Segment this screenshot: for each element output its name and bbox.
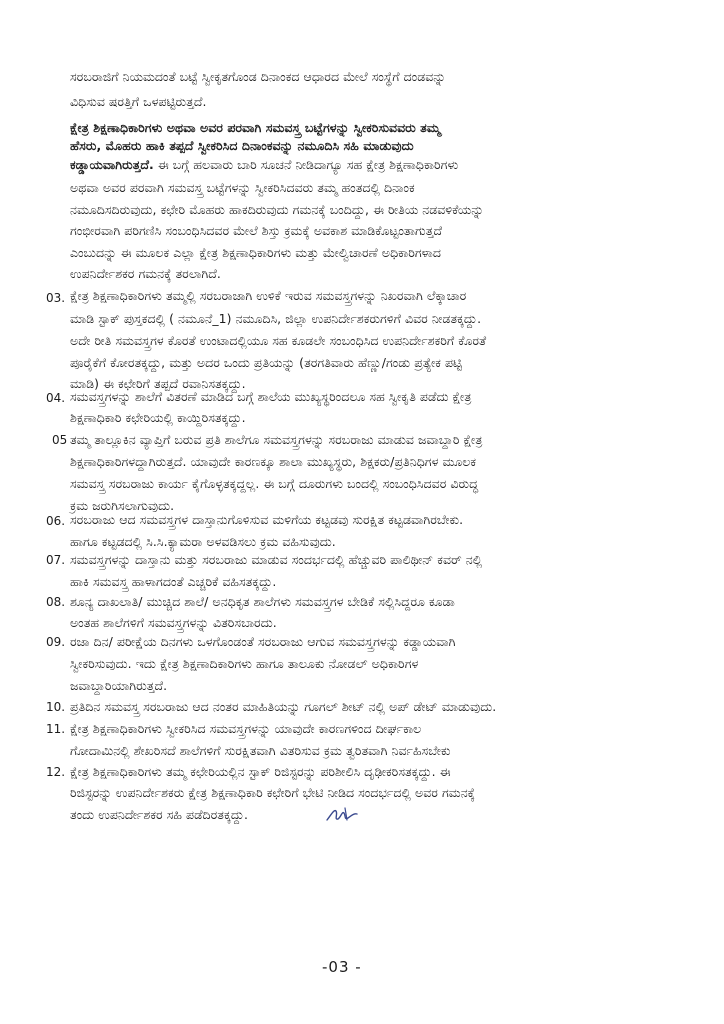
para-bold-line: ಹೆಸರು, ಮೊಹರು ಹಾಕಿ ತಪ್ಪದೆ ಸ್ವೀಕರಿಸಿದ ದಿನಾಂಕವನ್ನು ನಮೂದಿಸಿ ಸಹಿ ಮಾಡುವುದು bbox=[70, 138, 414, 153]
item-line: ರಜಾ ದಿನ/ ಪರೀಕ್ಷೆಯ ದಿನಗಳು ಒಳಗೊಂಡಂತೆ ಸರಬರಾಜು ಆಗುವ ಸಮವಸ್ತ್ರಗಳನ್ನು ಕಡ್ಡಾಯವಾಗಿ bbox=[70, 634, 456, 649]
item-line: ಸಮವಸ್ತ್ರಗಳನ್ನು ಶಾಲೆಗೆ ವಿತರಣೆ ಮಾಡಿದ ಬಗ್ಗೆ ಶಾಲೆಯ ಮುಖ್ಯಸ್ಥರಿಂದಲೂ ಸಹ ಸ್ವೀಕೃತಿ ಪಡೆದು ಕ್ಷೇತ್ರ bbox=[70, 389, 472, 404]
item-line: ಕ್ಷೇತ್ರ ಶಿಕ್ಷಣಾಧಿಕಾರಿಗಳು ಸ್ವೀಕರಿಸಿದ ಸಮವಸ್ತ್ರಗಳನ್ನು ಯಾವುದೇ ಕಾರಣಗಳಿಂದ ದೀರ್ಘಕಾಲ bbox=[70, 721, 422, 736]
para-mixed-first-line bbox=[70, 156, 458, 174]
item-line: ಶಿಕ್ಷಣಾಧಿಕಾರಿ ಕಛೇರಿಯಲ್ಲಿ ಕಾಯ್ದಿರಿಸತಕ್ಕದ್ದು. bbox=[70, 410, 246, 425]
item-line: ಸಮವಸ್ತ್ರಗಳನ್ನು ದಾಸ್ತಾನು ಮತ್ತು ಸರಬರಾಜು ಮಾಡುವ ಸಂದರ್ಭದಲ್ಲಿ ಹೆಚ್ಚುವರಿ ಪಾಲಿಥೀನ್ ಕವರ್ ನಲ್ಲಿ bbox=[70, 552, 483, 567]
item-line: ಪ್ರತಿದಿನ ಸಮವಸ್ತ್ರ ಸರಬರಾಜು ಆದ ನಂತರ ಮಾಹಿತಿಯನ್ನು ಗೂಗಲ್ ಶೀಟ್ ನಲ್ಲಿ ಅಪ್ ಡೇಟ್ ಮಾಡುವುದು. bbox=[70, 699, 497, 714]
item-number: 06. bbox=[46, 514, 66, 528]
item-line: ಕ್ರಮ ಜರುಗಿಸಲಾಗುವುದು. bbox=[70, 498, 175, 513]
item-line: ಮಾಡಿ ಸ್ಟಾಕ್ ಪುಸ್ತಕದಲ್ಲಿ ( ನಮೂನೆ_1) ನಮೂದಿಸಿ, ಜಿಲ್ಲಾ ಉಪನಿರ್ದೇಶಕರುಗಳಿಗೆ ವಿವರ ನೀಡತಕ್ಕದ್ದು. bbox=[70, 311, 482, 326]
item-number: 07. bbox=[46, 553, 66, 567]
item-line: ಮಾಡಿ) ಈ ಕಛೇರಿಗೆ ತಪ್ಪದೆ ರವಾನಿಸತಕ್ಕದ್ದು. bbox=[70, 376, 246, 391]
item-line: ಅಂತಹ ಶಾಲೆಗಳಿಗೆ ಸಮವಸ್ತ್ರಗಳನ್ನು ವಿತರಿಸಬಾರದು. bbox=[70, 615, 277, 630]
item-line: ಹಾಗೂ ಕಟ್ಟಡದಲ್ಲಿ ಸಿ.ಸಿ.ಕ್ಯಾಮರಾ ಅಳವಡಿಸಲು ಕ್ರಮ ವಹಿಸುವುದು. bbox=[70, 534, 336, 549]
para-mixed-line: ನಮೂದಿಸದಿರುವುದು, ಕಛೇರಿ ಮೊಹರು ಹಾಕದಿರುವುದು ಗಮನಕ್ಕೆ ಬಂದಿದ್ದು, ಈ ರೀತಿಯ ನಡವಳಿಕೆಯನ್ನು bbox=[70, 202, 484, 217]
para-mixed-rest-part: ಈ ಬಗ್ಗೆ ಹಲವಾರು ಬಾರಿ ಸೂಚನೆ ನೀಡಿದಾಗ್ಯೂ ಸಹ ಕ್ಷೇತ್ರ ಶಿಕ್ಷಣಾಧಿಕಾರಿಗಳು bbox=[153, 157, 459, 172]
item-line: ಹಾಕಿ ಸಮವಸ್ತ್ರ ಹಾಳಾಗದಂತೆ ಎಚ್ಚರಿಕೆ ವಹಿಸತಕ್ಕದ್ದು. bbox=[70, 574, 277, 589]
item-line: ಶಿಕ್ಷಣಾಧಿಕಾರಿಗಳದ್ದಾಗಿರುತ್ತದೆ. ಯಾವುದೇ ಕಾರಣಕ್ಕೂ ಶಾಲಾ ಮುಖ್ಯಸ್ಥರು, ಶಿಕ್ಷಕರು/ಪ್ರತಿನಿಧಿಗಳ ಮೂಲಕ bbox=[70, 454, 477, 469]
item-line: ಕ್ಷೇತ್ರ ಶಿಕ್ಷಣಾಧಿಕಾರಿಗಳು ತಮ್ಮಲ್ಲಿ ಸರಬರಾಜಾಗಿ ಉಳಿಕೆ ಇರುವ ಸಮವಸ್ತ್ರಗಳನ್ನು ನಿಖರವಾಗಿ ಲೆಕ್ಕಾಚಾರ bbox=[70, 288, 467, 303]
page-number: -03 - bbox=[322, 958, 362, 976]
item-line: ಸ್ವೀಕರಿಸುವುದು. ಇದು ಕ್ಷೇತ್ರ ಶಿಕ್ಷಣಾದಿಕಾರಿಗಳು ಹಾಗೂ ತಾಲೂಕು ನೋಡಲ್ ಅಧಿಕಾರಿಗಳ bbox=[70, 656, 419, 671]
para-mixed-bold-part: ಕಡ್ಡಾಯವಾಗಿರುತ್ತದೆ. bbox=[70, 157, 154, 172]
para-intro-line: ಸರಬರಾಜಿಗೆ ನಿಯಮದಂತೆ ಬಟ್ಟೆ ಸ್ವೀಕೃತಗೊಂಡ ದಿನಾಂಕದ ಆಧಾರದ ಮೇಲೆ ಸಂಸ್ಥೆಗೆ ದಂಡವನ್ನು bbox=[70, 69, 446, 84]
handwritten-signature-icon bbox=[325, 805, 359, 825]
item-number: 05 bbox=[52, 433, 68, 447]
item-number: 10. bbox=[46, 700, 66, 714]
item-line: ಪೂರೈಕೆಗೆ ಕೋರತಕ್ಕದ್ದು, ಮತ್ತು ಅದರ ಒಂದು ಪ್ರತಿಯನ್ನು (ತರಗತಿವಾರು ಹೆಣ್ಣು/ಗಂಡು ಪ್ರತ್ಯೇಕ ಪಟ್ಟಿ bbox=[70, 355, 463, 370]
item-number: 08. bbox=[46, 595, 66, 609]
item-line: ಗೋದಾಮಿನಲ್ಲಿ ಶೇಖರಿಸದೆ ಶಾಲೆಗಳಿಗೆ ಸುರಕ್ಷಿತವಾಗಿ ವಿತರಿಸುವ ಕ್ರಮ ತ್ವರಿತವಾಗಿ ನಿರ್ವಹಿಸಬೇಕು bbox=[70, 743, 451, 758]
item-line: ಸಮವಸ್ತ್ರ ಸರಬರಾಜು ಕಾರ್ಯ ಕೈಗೊಳ್ಳತಕ್ಕದ್ದಲ್ಲ. ಈ ಬಗ್ಗೆ ದೂರುಗಳು ಬಂದಲ್ಲಿ ಸಂಬಂಧಿಸಿದವರ ವಿರುದ್ಧ bbox=[70, 476, 479, 491]
item-line: ತಮ್ಮ ತಾಲ್ಲೂಕಿನ ವ್ಯಾಪ್ತಿಗೆ ಬರುವ ಪ್ರತಿ ಶಾಲೆಗೂ ಸಮವಸ್ತ್ರಗಳನ್ನು ಸರಬರಾಜು ಮಾಡುವ ಜವಾಬ್ದಾರಿ ಕ್ಷೇತ್ರ bbox=[70, 432, 483, 447]
item-line: ತಂದು ಉಪನಿರ್ದೇಶಕರ ಸಹಿ ಪಡೆದಿರತಕ್ಕದ್ದು. bbox=[70, 807, 249, 822]
para-mixed-line: ಅಥವಾ ಅವರ ಪರವಾಗಿ ಸಮವಸ್ತ್ರ ಬಟ್ಟೆಗಳನ್ನು ಸ್ವೀಕರಿಸಿದವರು ತಮ್ಮ ಹಂತದಲ್ಲಿ ದಿನಾಂಕ bbox=[70, 180, 415, 195]
item-line: ಜವಾಬ್ದಾರಿಯಾಗಿರುತ್ತದೆ. bbox=[70, 678, 168, 693]
item-line: ಅದೇ ರೀತಿ ಸಮವಸ್ತ್ರಗಳ ಕೊರತೆ ಉಂಟಾದಲ್ಲಿಯೂ ಸಹ ಕೂಡಲೇ ಸಂಬಂಧಿಸಿದ ಉಪನಿರ್ದೇಶಕರಿಗೆ ಕೊರತೆ bbox=[70, 333, 487, 348]
item-line: ಕ್ಷೇತ್ರ ಶಿಕ್ಷಣಾಧಿಕಾರಿಗಳು ತಮ್ಮ ಕಛೇರಿಯಲ್ಲಿನ ಸ್ಟಾಕ್ ರಿಜಿಸ್ಟರನ್ನು ಪರಿಶೀಲಿಸಿ ದೃಢೀಕರಿಸತಕ್ಕದ್ದು. ಈ bbox=[70, 764, 451, 779]
item-line: ಸರಬರಾಜು ಆದ ಸಮವಸ್ತ್ರಗಳ ದಾಸ್ತಾನುಗೊಳಿಸುವ ಮಳಿಗೆಯ ಕಟ್ಟಡವು ಸುರಕ್ಷಿತ ಕಟ್ಟಡವಾಗಿರಬೇಕು. bbox=[70, 512, 464, 527]
item-number: 03. bbox=[46, 291, 66, 305]
item-number: 04. bbox=[46, 391, 66, 405]
para-bold-line: ಕ್ಷೇತ್ರ ಶಿಕ್ಷಣಾಧಿಕಾರಿಗಳು ಅಥವಾ ಅವರ ಪರವಾಗಿ ಸಮವಸ್ತ್ರ ಬಟ್ಟೆಗಳನ್ನು ಸ್ವೀಕರಿಸುವವರು ತಮ್ಮ bbox=[70, 120, 441, 135]
para-intro-line: ವಿಧಿಸುವ ಷರತ್ತಿಗೆ ಒಳಪಟ್ಟಿರುತ್ತದೆ. bbox=[70, 94, 207, 109]
para-mixed-line: ಗಂಭೀರವಾಗಿ ಪರಿಗಣಿಸಿ ಸಂಬಂಧಿಸಿದವರ ಮೇಲೆ ಶಿಸ್ತು ಕ್ರಮಕ್ಕೆ ಅವಕಾಶ ಮಾಡಿಕೊಟ್ಟಂತಾಗುತ್ತದೆ bbox=[70, 223, 443, 238]
item-line: ಶೂನ್ಯ ದಾಖಲಾತಿ/ ಮುಚ್ಚಿದ ಶಾಲೆ/ ಅನಧಿಕೃತ ಶಾಲೆಗಳು ಸಮವಸ್ತ್ರಗಳ ಬೇಡಿಕೆ ಸಲ್ಲಿಸಿದ್ದರೂ ಕೂಡಾ bbox=[70, 594, 455, 609]
para-mixed-line: ಉಪನಿರ್ದೇಶಕರ ಗಮನಕ್ಕೆ ತರಲಾಗಿದೆ. bbox=[70, 266, 221, 281]
item-line: ರಿಜಿಸ್ಟರನ್ನು ಉಪನಿರ್ದೇಶಕರು ಕ್ಷೇತ್ರ ಶಿಕ್ಷಣಾಧಿಕಾರಿ ಕಛೇರಿಗೆ ಭೇಟಿ ನೀಡಿದ ಸಂದರ್ಭದಲ್ಲಿ ಅವರ ಗಮನಕ್ಕೆ bbox=[70, 785, 476, 800]
item-number: 11. bbox=[46, 722, 66, 736]
para-mixed-line: ಎಂಬುದನ್ನು ಈ ಮೂಲಕ ಎಲ್ಲಾ ಕ್ಷೇತ್ರ ಶಿಕ್ಷಣಾಧಿಕಾರಿಗಳು ಮತ್ತು ಮೇಲ್ವಿಚಾರಣೆ ಅಧಿಕಾರಿಗಳಾದ bbox=[70, 245, 441, 260]
item-number: 12. bbox=[46, 765, 66, 779]
item-number: 09. bbox=[46, 635, 66, 649]
